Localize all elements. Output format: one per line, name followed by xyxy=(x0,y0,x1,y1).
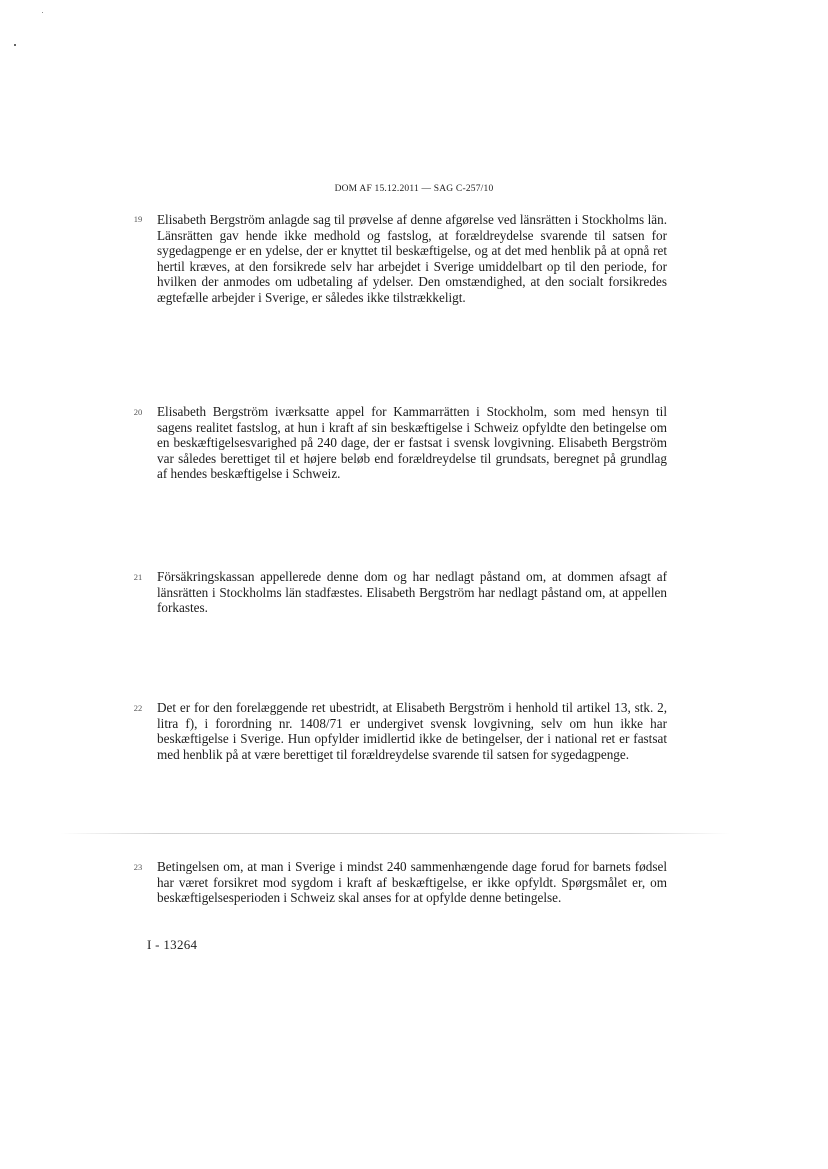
paragraph-number: 21 xyxy=(133,572,143,582)
paragraph-19: Elisabeth Bergström anlagde sag til prøvelse af denne afgørelse ved länsrätten i Stockholms län. Länsrätten gav hende ikke medhold og fastslog, at forældreydelse svarende til satsen for sygedagpenge er en ydelse, der er knyttet til beskæftigelse, og at det med henblik på at opnå ret hertil kræves, at den forsikrede selv har arbejdet i Sverige umiddelbart op til den periode, for hvilken der anmodes om udbetaling af ydelser. Den omstændighed, at den socialt forsikredes ægtefælle arbejder i Sverige, er således ikke tilstrækkeligt. xyxy=(157,212,667,305)
paragraph-number: 23 xyxy=(133,862,143,872)
paragraph-number: 22 xyxy=(133,703,143,713)
paragraph-number: 19 xyxy=(133,214,143,224)
page-number: I - 13264 xyxy=(147,937,198,952)
paragraph-23: Betingelsen om, at man i Sverige i mindst 240 sammenhængende dage forud for barnets fødsel har været forsikret mod sygdom i kraft af beskæftigelse, er ikke opfyldt. Spørgsmålet er, om beskæftigelsesperioden i Schweiz skal anses for at opfylde denne betingelse. xyxy=(157,859,667,906)
running-header: DOM AF 15.12.2011 — SAG C-257/10 xyxy=(334,184,494,194)
scan-speck xyxy=(14,44,16,46)
paragraph-number: 20 xyxy=(133,407,143,417)
paragraph-21: Försäkringskassan appellerede denne dom og har nedlagt påstand om, at dommen afsagt af länsrätten i Stockholms län stadfæstes. Elisabeth Bergström har nedlagt påstand om, at appellen forkastes. xyxy=(157,569,667,616)
scan-artifact-line xyxy=(60,833,730,834)
scan-speck xyxy=(42,12,43,13)
paragraph-22: Det er for den forelæggende ret ubestridt, at Elisabeth Bergström i henhold til artikel 13, stk. 2, litra f), i forordning nr. 1408/71 er undergivet svensk lovgivning, selv om hun ikke har beskæftigelse i Sverige. Hun opfylder imidlertid ikke de betingelser, der i national ret er fastsat med henblik på at være berettiget til forældreydelse svarende til satsen for sygedagpenge. xyxy=(157,700,667,762)
paragraph-20: Elisabeth Bergström iværksatte appel for Kammarrätten i Stockholm, som med hensyn til sagens realitet fastslog, at hun i kraft af sin beskæftigelse i Schweiz opfyldte den betingelse om en beskæftigelsesvarighed på 240 dage, der er fastsat i svensk lovgivning. Elisabeth Bergström var således berettiget til et højere beløb end forældreydelse til grundsats, beregnet på grundlag af hendes beskæftigelse i Schweiz. xyxy=(157,404,667,482)
